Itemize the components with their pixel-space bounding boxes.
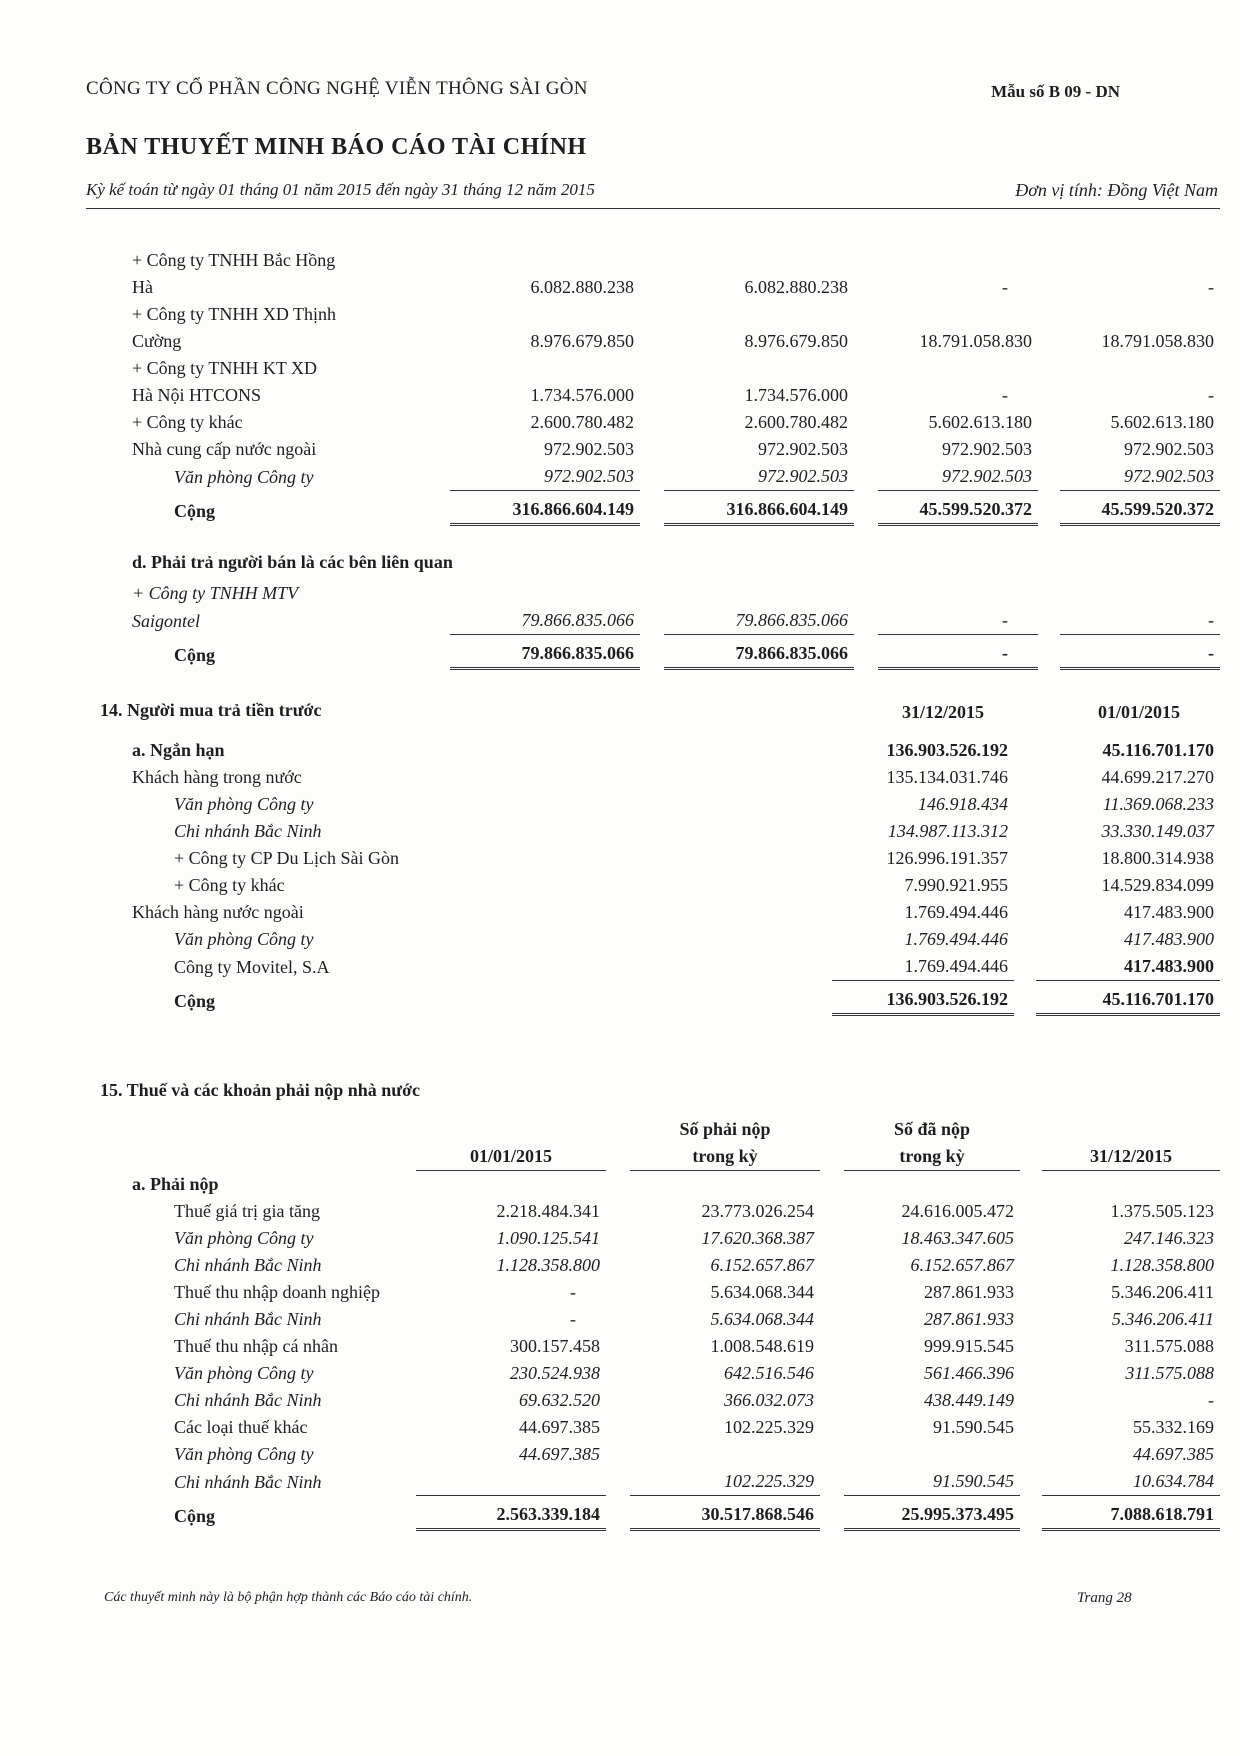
cell: 24.616.005.472 <box>901 1201 1014 1221</box>
cell: 45.116.701.170 <box>1102 740 1214 760</box>
row-label: + Công ty TNHH XD Thịnh <box>132 304 336 324</box>
table-row <box>86 301 1220 328</box>
table-row <box>86 1387 1220 1414</box>
company-name: CÔNG TY CỔ PHẦN CÔNG NGHỆ VIỄN THÔNG SÀI GÒN <box>86 78 588 99</box>
cell <box>450 301 640 328</box>
row-label: Cường <box>132 331 182 351</box>
row-label: Thuế giá trị gia tăng <box>174 1201 320 1221</box>
total-row <box>86 1496 1220 1530</box>
cell: 1.734.576.000 <box>744 385 848 405</box>
column-header <box>1042 1116 1220 1143</box>
cell: 972.902.503 <box>450 463 640 491</box>
table-row <box>86 1225 1220 1252</box>
table-row <box>86 845 1220 872</box>
cell: 5.602.613.180 <box>928 412 1032 432</box>
row-label: Hà Nội HTCONS <box>132 385 261 405</box>
column-header: 01/01/2015 <box>416 1143 606 1171</box>
cell: 136.903.526.192 <box>832 981 1014 1015</box>
cell: 102.225.329 <box>630 1468 820 1496</box>
cell: 6.152.657.867 <box>910 1255 1014 1275</box>
row-label: Văn phòng Công ty <box>174 1363 314 1383</box>
table-row <box>86 382 1220 409</box>
cell: 972.902.503 <box>942 439 1032 459</box>
row-label: Công ty Movitel, S.A <box>174 956 330 977</box>
cell: 17.620.368.387 <box>701 1228 814 1248</box>
reporting-period: Kỳ kế toán từ ngày 01 tháng 01 năm 2015 đến ngày 31 tháng 12 năm 2015 <box>86 180 595 199</box>
cell <box>1060 580 1220 607</box>
cell: 30.517.868.546 <box>630 1496 820 1530</box>
row-label: + Công ty CP Du Lịch Sài Gòn <box>174 848 399 868</box>
row-label: a. Phải nộp <box>132 1174 219 1194</box>
cell: 11.369.068.233 <box>1102 794 1214 814</box>
cell: 25.995.373.495 <box>844 1496 1020 1530</box>
cell: 18.791.058.830 <box>919 331 1032 351</box>
currency-unit: Đơn vị tính: Đồng Việt Nam <box>1015 180 1218 200</box>
table-row <box>86 409 1220 436</box>
cell: 287.861.933 <box>924 1282 1014 1302</box>
cell: 45.599.520.372 <box>878 491 1038 525</box>
table-row <box>86 953 1220 981</box>
column-header <box>416 1116 606 1143</box>
cell: 69.632.520 <box>519 1390 600 1410</box>
cell <box>878 355 1038 382</box>
cell: 5.346.206.411 <box>1111 1282 1214 1302</box>
cell: 972.902.503 <box>758 439 848 459</box>
cell: 79.866.835.066 <box>450 607 640 635</box>
row-label: Khách hàng trong nước <box>132 767 302 787</box>
row-label: Cộng <box>174 990 216 1011</box>
table-row <box>86 247 1220 274</box>
cell: 126.996.191.357 <box>886 848 1008 868</box>
column-header: 31/12/2015 <box>1042 1143 1220 1171</box>
cell: 135.134.031.746 <box>886 767 1008 787</box>
table-row <box>86 791 1220 818</box>
table-row <box>86 355 1220 382</box>
advances-from-customers-table <box>86 737 1220 1016</box>
table-row <box>86 1252 1220 1279</box>
total-row <box>86 491 1220 525</box>
cell: - <box>1002 277 1008 297</box>
column-header: trong kỳ <box>630 1143 820 1171</box>
row-label: + Công ty TNHH Bắc Hồng <box>132 250 336 270</box>
cell: 2.563.339.184 <box>416 1496 606 1530</box>
row-label: Văn phòng Công ty <box>174 466 314 487</box>
cell: 247.146.323 <box>1124 1228 1214 1248</box>
row-label: Cộng <box>174 644 216 665</box>
cell: - <box>1060 607 1220 635</box>
cell: 33.330.149.037 <box>1101 821 1214 841</box>
column-header-row <box>86 1116 1220 1143</box>
cell: 79.866.835.066 <box>450 635 640 669</box>
cell: 5.634.068.344 <box>710 1282 814 1302</box>
cell <box>450 580 640 607</box>
cell <box>878 580 1038 607</box>
table-row <box>86 872 1220 899</box>
cell <box>450 355 640 382</box>
cell: 23.773.026.254 <box>701 1201 814 1221</box>
cell: 972.902.503 <box>664 463 854 491</box>
cell: 1.128.358.800 <box>1110 1255 1214 1275</box>
row-label: Saigontel <box>132 610 200 631</box>
cell: 45.116.701.170 <box>1036 981 1220 1015</box>
row-label: Các loại thuế khác <box>174 1417 308 1437</box>
cell: 1.734.576.000 <box>530 385 634 405</box>
row-label: Chi nhánh Bắc Ninh <box>174 1309 322 1329</box>
cell: 44.699.217.270 <box>1101 767 1214 787</box>
cell: 91.590.545 <box>933 1417 1014 1437</box>
cell: 7.990.921.955 <box>904 875 1008 895</box>
cell <box>1060 355 1220 382</box>
row-label: Thuế thu nhập doanh nghiệp <box>174 1282 380 1302</box>
cell <box>878 247 1038 274</box>
table-row <box>86 607 1220 635</box>
row-label: + Công ty khác <box>174 875 285 895</box>
cell: 136.903.526.192 <box>886 740 1008 760</box>
cell: 316.866.604.149 <box>664 491 854 525</box>
cell: 300.157.458 <box>510 1336 600 1356</box>
cell: 44.697.385 <box>1133 1444 1214 1464</box>
cell: 55.332.169 <box>1133 1417 1214 1437</box>
row-label: Hà <box>132 277 153 297</box>
table-row <box>86 1360 1220 1387</box>
cell: - <box>1002 385 1008 405</box>
cell: 18.463.347.605 <box>901 1228 1014 1248</box>
row-label: + Công ty TNHH KT XD <box>132 358 317 378</box>
table-row <box>86 764 1220 791</box>
cell: 18.800.314.938 <box>1101 848 1214 868</box>
table-row <box>86 1414 1220 1441</box>
cell: 972.902.503 <box>1124 439 1214 459</box>
cell: 8.976.679.850 <box>744 331 848 351</box>
cell: 2.218.484.341 <box>496 1201 600 1221</box>
cell: 102.225.329 <box>724 1417 814 1437</box>
column-header: 01/01/2015 <box>1098 702 1181 722</box>
cell: 417.483.900 <box>1124 929 1214 949</box>
cell: 8.976.679.850 <box>530 331 634 351</box>
row-label: Chi nhánh Bắc Ninh <box>174 821 322 841</box>
cell: 287.861.933 <box>924 1309 1014 1329</box>
cell: 230.524.938 <box>510 1363 600 1383</box>
cell: 5.602.613.180 <box>1110 412 1214 432</box>
row-label: a. Ngắn hạn <box>132 740 225 760</box>
row-label: Cộng <box>174 500 216 521</box>
cell: 972.902.503 <box>544 439 634 459</box>
cell: - <box>1208 277 1214 297</box>
section-d-title: d. Phải trả người bán là các bên liên quan <box>132 552 453 572</box>
cell: - <box>570 1282 576 1302</box>
table-row <box>86 1441 1220 1468</box>
cell: 7.088.618.791 <box>1042 1496 1220 1530</box>
cell: 6.082.880.238 <box>530 277 634 297</box>
table-row <box>86 1198 1220 1225</box>
cell: - <box>878 607 1038 635</box>
table-row <box>86 436 1220 463</box>
related-party-payables-table <box>86 580 1220 670</box>
column-header: trong kỳ <box>844 1143 1020 1171</box>
table-row <box>86 899 1220 926</box>
cell: 134.987.113.312 <box>887 821 1008 841</box>
section-15-title: 15. Thuế và các khoản phải nộp nhà nước <box>100 1080 421 1100</box>
column-header: 31/12/2015 <box>902 702 985 722</box>
total-row <box>86 635 1220 669</box>
cell <box>878 301 1038 328</box>
cell: 2.600.780.482 <box>530 412 634 432</box>
total-row <box>86 981 1220 1015</box>
table-row <box>86 1306 1220 1333</box>
cell: 366.032.073 <box>724 1390 814 1410</box>
cell: 1.769.494.446 <box>904 929 1008 949</box>
cell: 146.918.434 <box>918 794 1008 814</box>
table-row <box>86 818 1220 845</box>
cell: 6.152.657.867 <box>710 1255 814 1275</box>
cell: 44.697.385 <box>519 1417 600 1437</box>
row-label: Văn phòng Công ty <box>174 929 314 949</box>
row-label: Nhà cung cấp nước ngoài <box>132 439 317 459</box>
cell: 1.769.494.446 <box>832 953 1014 981</box>
table-row <box>86 926 1220 953</box>
row-label: Văn phòng Công ty <box>174 794 314 814</box>
table-row <box>86 328 1220 355</box>
cell: 45.599.520.372 <box>1060 491 1220 525</box>
cell: 311.575.088 <box>1124 1336 1214 1356</box>
cell <box>664 580 854 607</box>
cell <box>664 301 854 328</box>
header-rule <box>86 208 1220 209</box>
cell: - <box>1060 635 1220 669</box>
row-label: Chi nhánh Bắc Ninh <box>174 1471 322 1492</box>
payables-table <box>86 247 1220 526</box>
cell <box>664 247 854 274</box>
cell: 5.634.068.344 <box>710 1309 814 1329</box>
cell <box>416 1468 606 1496</box>
cell: 1.375.505.123 <box>1110 1201 1214 1221</box>
cell: 417.483.900 <box>1036 953 1220 981</box>
cell: 1.008.548.619 <box>710 1336 814 1356</box>
cell <box>1060 301 1220 328</box>
table-row <box>86 1333 1220 1360</box>
cell: 10.634.784 <box>1042 1468 1220 1496</box>
cell <box>1060 247 1220 274</box>
cell: 14.529.834.099 <box>1101 875 1214 895</box>
cell: 417.483.900 <box>1124 902 1214 922</box>
column-header-row <box>86 1143 1220 1171</box>
cell: 5.346.206.411 <box>1111 1309 1214 1329</box>
section-14-title: 14. Người mua trả tiền trước <box>100 700 322 720</box>
cell: 1.769.494.446 <box>904 902 1008 922</box>
cell: 2.600.780.482 <box>744 412 848 432</box>
table-row <box>86 274 1220 301</box>
row-label: + Công ty TNHH MTV <box>132 583 299 603</box>
cell: 79.866.835.066 <box>664 635 854 669</box>
cell: 316.866.604.149 <box>450 491 640 525</box>
cell <box>630 1441 820 1468</box>
row-label: Cộng <box>174 1505 216 1526</box>
cell: 561.466.396 <box>924 1363 1014 1383</box>
page-number: Trang 28 <box>1077 1590 1132 1606</box>
row-label: Chi nhánh Bắc Ninh <box>174 1390 322 1410</box>
cell: 438.449.149 <box>924 1390 1014 1410</box>
column-header: Số đã nộp <box>893 1119 971 1139</box>
cell: 311.575.088 <box>1125 1363 1214 1383</box>
cell <box>664 355 854 382</box>
table-row <box>86 1279 1220 1306</box>
cell: 1.128.358.800 <box>496 1255 600 1275</box>
row-label: + Công ty khác <box>132 412 243 432</box>
row-label: Chi nhánh Bắc Ninh <box>174 1255 322 1275</box>
table-row <box>86 580 1220 607</box>
cell: 972.902.503 <box>1060 463 1220 491</box>
table-row <box>86 463 1220 491</box>
document-title: BẢN THUYẾT MINH BÁO CÁO TÀI CHÍNH <box>86 134 587 160</box>
cell: 79.866.835.066 <box>664 607 854 635</box>
row-label: Khách hàng nước ngoài <box>132 902 304 922</box>
cell: 999.915.545 <box>924 1336 1014 1356</box>
row-label: Văn phòng Công ty <box>174 1444 314 1464</box>
column-header: Số phải nộp <box>679 1119 771 1139</box>
cell: 642.516.546 <box>724 1363 814 1383</box>
form-number: Mẫu số B 09 - DN <box>991 82 1120 101</box>
cell: 1.090.125.541 <box>496 1228 600 1248</box>
cell <box>844 1441 1020 1468</box>
cell: 972.902.503 <box>878 463 1038 491</box>
row-label: Văn phòng Công ty <box>174 1228 314 1248</box>
taxes-payable-table <box>86 1116 1220 1531</box>
subsection-row <box>86 1171 1220 1199</box>
cell: - <box>1208 385 1214 405</box>
cell: 44.697.385 <box>519 1444 600 1464</box>
cell: - <box>1208 1390 1214 1410</box>
cell: 91.590.545 <box>844 1468 1020 1496</box>
cell: - <box>570 1309 576 1329</box>
cell <box>450 247 640 274</box>
subtotal-row <box>86 737 1220 764</box>
footer-note: Các thuyết minh này là bộ phận hợp thành các Báo cáo tài chính. <box>104 1590 473 1605</box>
cell: 6.082.880.238 <box>744 277 848 297</box>
table-row <box>86 1468 1220 1496</box>
row-label: Thuế thu nhập cá nhân <box>174 1336 338 1356</box>
cell: - <box>878 635 1038 669</box>
cell: 18.791.058.830 <box>1101 331 1214 351</box>
